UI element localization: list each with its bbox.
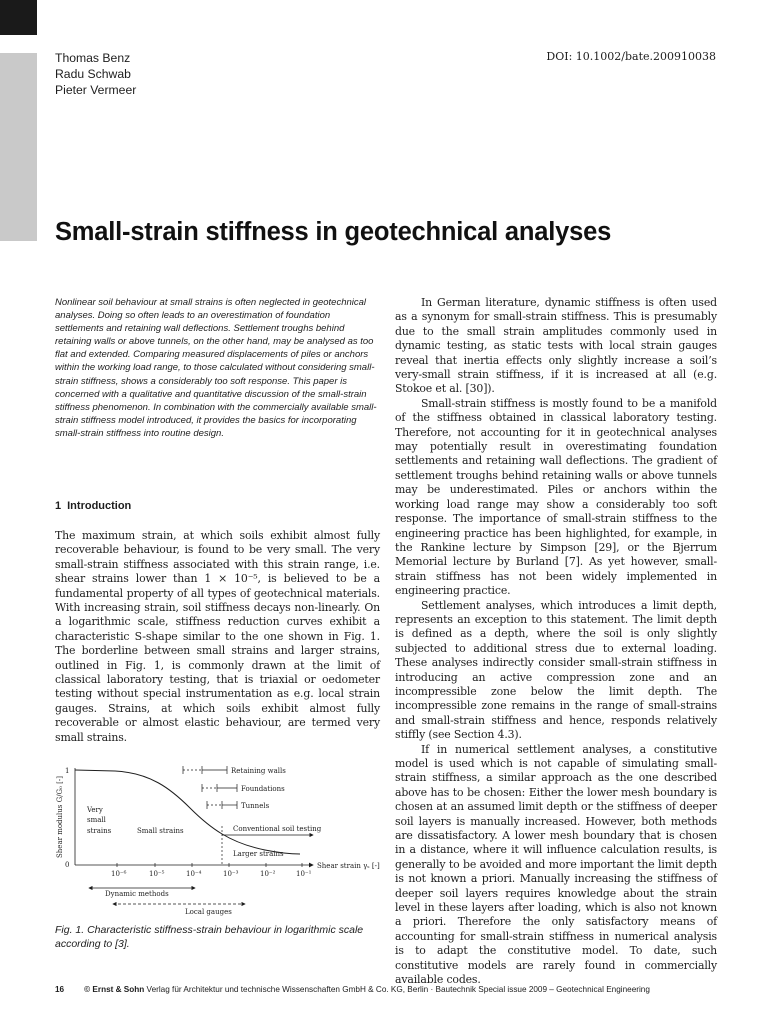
corner-block [0,0,37,35]
paragraph: If in numerical settlement analyses, a constitutive model is used which is not capable of simulating small-strain stiffness, a similar approach as the one described above has to be chosen: Either the lower mesh boundary is chosen at an assumed limit depth or the stiffness of deeper soil layers is manually increased. However, both methods are dissatisfactory. A lower mesh boundary that is chosen in a distance, where it will influence calculation results, is generally to be avoided and more important the limit depth is not known a priori. Manually increasing the stiffness of deeper soil layers requires knowledge about the strain level in these layers after loading, which is also not known a priori. Therefore the only satisfactory means of accounting for small-strain stiffness in numerical analysis is to adapt the constitutive model. To date, such constitutive models are rarely found in commercially available codes. [395,742,717,987]
label-larger-strains: Larger strains [233,850,284,858]
page-footer [55,985,720,994]
label-conventional-testing: Conventional soil testing [233,825,322,833]
y-tick-top: 1 [65,767,70,775]
author-2: Radu Schwab [55,67,131,81]
paragraph: The maximum strain, at which soils exhibit almost fully recoverable behaviour, is found to be very small. The very small-strain stiffness associated with this strain range, i.e. shear strains lower than 1 × 10⁻⁵, is believed to be a fundamental property of all types of geotechnical materials. With increasing strain, soil stiffness decays non-linearly. On a logarithmic scale, stiffness reduction curves exhibit a characteristic S-shape similar to the one shown in Fig. 1. The borderline between small strains and larger strains, outlined in Fig. 1, is commonly drawn at the limit of classical laboratory testing, that is triaxial or oedometer testing without special instrumentation as e.g. local strain gauges. Strains, at which soils exhibit almost fully recoverable or almost elastic behaviour, are termed very small strains. [55,529,380,744]
x-tick: 10⁻⁶ [111,870,127,878]
paragraph: Small-strain stiffness is mostly found to be a manifold of the stiffness obtained in classical laboratory testing. Therefore, not accounting for it in geotechnical analyses may potentially result in overestimating foundation settlements and retaining wall deflections. The gradient of settlement troughs behind retaining walls or above tunnels may be underestimated. Piles or anchors within the working load range may show a considerably too soft response. The importance of small-strain stiffness to the engineering practice has been highlighted, for example, in the Rankine lecture by Simpson [29], or the Bjerrum Memorial lecture by Burland [7]. As yet however, small-strain stiffness has not been widely implemented in engineering practice. [395,396,717,598]
label-tunnels: Tunnels [241,802,270,810]
x-tick: 10⁻¹ [296,870,312,878]
label-very-small-1: Very [87,806,103,814]
right-column [395,296,717,988]
paper-title: Small-strain stiffness in geotechnical analyses [55,218,612,246]
page-number: 16 [55,985,65,994]
x-tick: 10⁻² [260,870,276,878]
author-3: Pieter Vermeer [55,83,137,97]
label-retaining-walls: Retaining walls [231,767,286,775]
figure-caption: Fig. 1. Characteristic stiffness-strain behaviour in logarithmic scale according to [3]. [55,924,364,950]
section-heading [55,500,137,512]
publisher: © Ernst & Sohn [84,985,145,994]
y-tick-bottom: 0 [65,861,70,869]
label-small-strains: Small strains [137,827,184,835]
section-number: 1 [55,500,62,512]
x-axis-label: Shear strain γₛ [-] [317,862,380,870]
figure-1 [55,748,385,920]
label-local-gauges: Local gauges [185,908,232,916]
stiffness-strain-diagram [55,748,385,920]
label-very-small-3: strains [87,827,112,835]
doi: DOI: 10.1002/bate.200910038 [546,50,716,63]
label-foundations: Foundations [241,785,285,793]
section-title: Introduction [67,500,132,512]
x-tick: 10⁻³ [223,870,239,878]
stiffness-curve [75,770,300,854]
label-very-small-2: small [87,816,106,824]
abstract-text: Nonlinear soil behaviour at small strains is often neglected in geotechnical analyses. Doing so often leads to an overestimation of foundation settlements and retaining wall deflections. Settlement troughs behind retaining walls or above tunnels, on the other hand, may be analysed as too flat and extended. Comparing measured displacements of piles or anchors within the working load range, to those calculated without considering small-strain stiffness, shows a considerably too soft response. This paper is concerned with a qualitative and quantitative discussion of the small-strain stiffness phenomenon. In combination with the commercially available small-strain stiffness model introduced, it provides the basics for incorporating small-strain stiffness into routine design. [55,297,377,439]
x-tick: 10⁻⁴ [186,870,202,878]
x-tick: 10⁻⁵ [149,870,165,878]
footer-text: Verlag für Architektur und technische Wissenschaften GmbH & Co. KG, Berlin · Bautechnik Special issue 2009 – Geotechnical Engineering [144,985,650,994]
abstract [55,296,381,440]
author-list [55,50,136,98]
label-dynamic-methods: Dynamic methods [105,890,169,898]
side-tab [0,53,37,241]
paragraph: Settlement analyses, which introduces a limit depth, represents an exception to this statement. The limit depth is defined as a depth, where the soil is only slightly subjected to additional stress due to external loading. These analyses indirectly consider small-strain stiffness in introducing an active compression zone and an incompressible zone below the limit depth. The incompressible zone remains in the range of small-strains and small-strain stiffness and hence, responds relatively stiffly (see Section 4.3). [395,598,717,742]
left-column [55,529,380,745]
y-axis-label: Shear modulus G/G₀ [-] [56,776,64,858]
paragraph: In German literature, dynamic stiffness is often used as a synonym for small-strain stiffness. This is presumably due to the small strain amplitudes commonly used in dynamic testing, as static tests with local strain gauges reveal that inertia effects only slightly increase a soil’s very-small strain stiffness, if it is increased at all (e.g. Stokoe et al. [30]). [395,296,717,396]
author-1: Thomas Benz [55,51,131,65]
